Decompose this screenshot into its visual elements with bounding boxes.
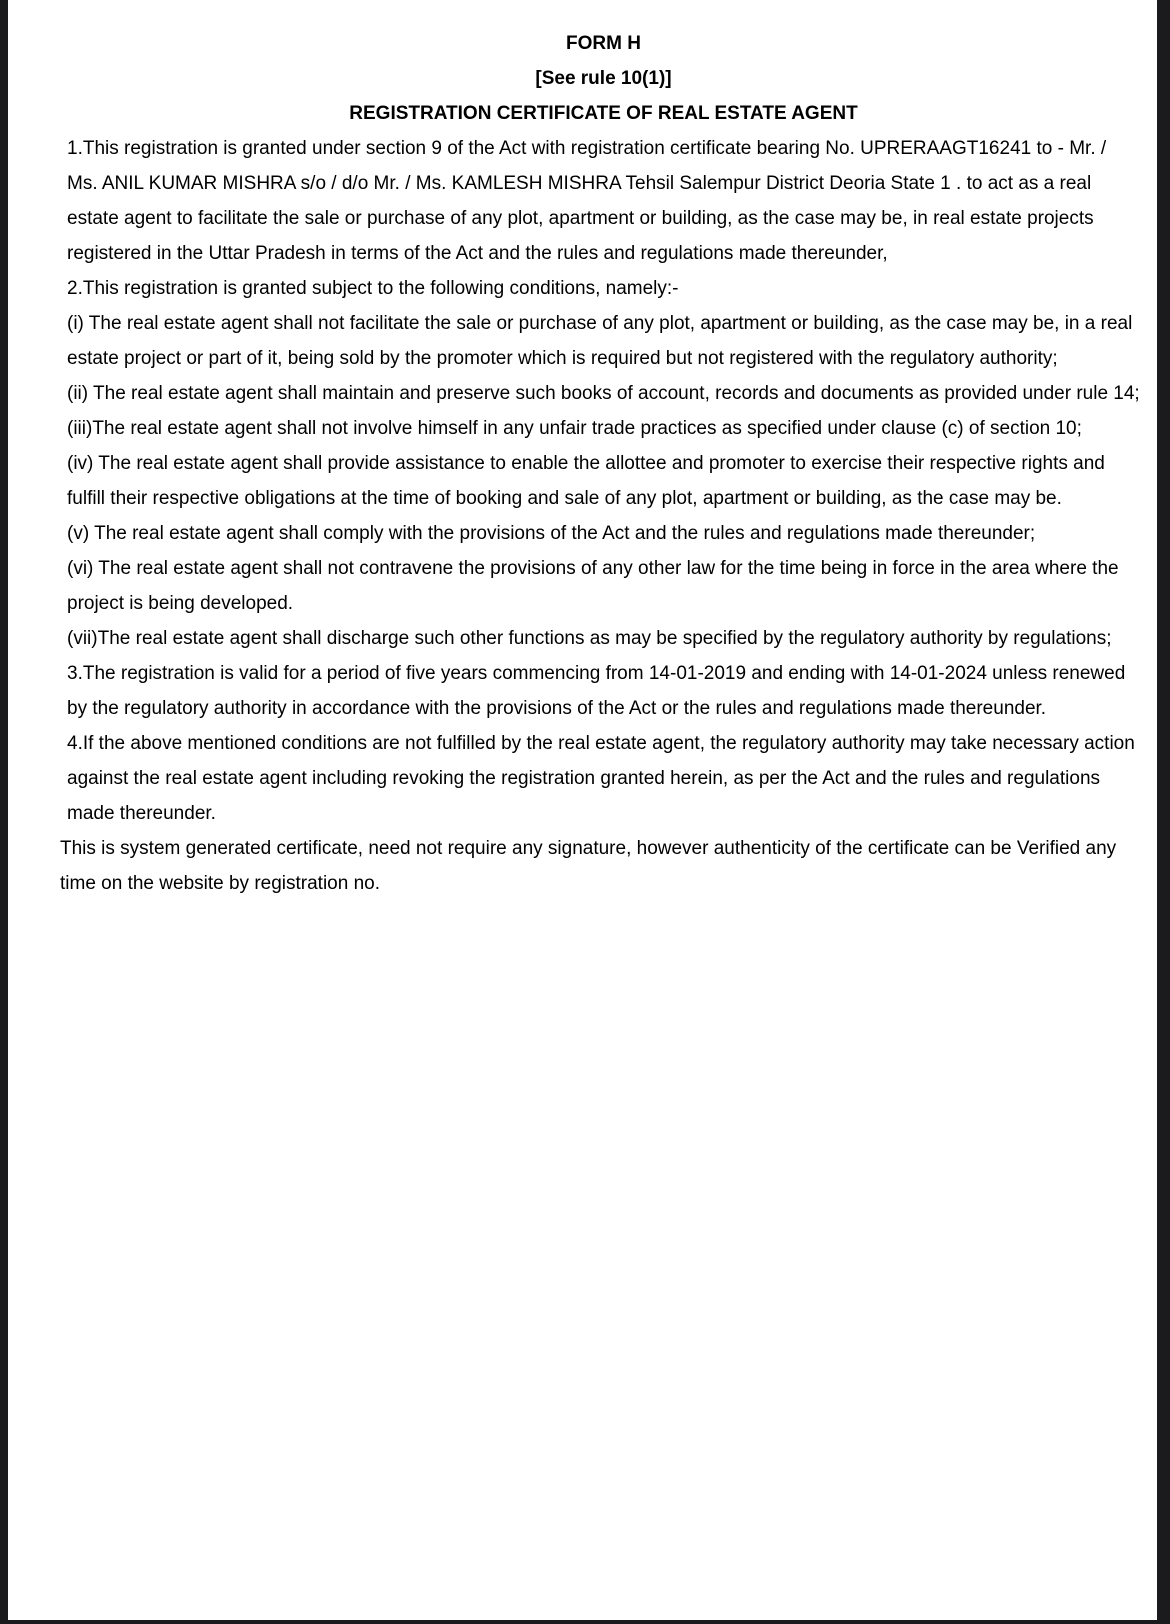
certificate-page <box>8 0 1157 1620</box>
clause-3-validity-period: 3.The registration is valid for a period of five years commencing from 14-01-2019 and ending with 14-01-2024 unless renewed by the regulatory authority in accordance with the provisions of the Act or the rules and regulations made thereunder. <box>67 663 1126 719</box>
condition-ii: (ii) The real estate agent shall maintain and preserve such books of account, records and documents as provided under rule 14; <box>67 383 1140 404</box>
condition-iv: (iv) The real estate agent shall provide assistance to enable the allottee and promoter to exercise their respective rights and fulfill their respective obligations at the time of booking and sale of any plot, apartment or building, as the case may be. <box>67 453 1105 509</box>
condition-i: (i) The real estate agent shall not facilitate the sale or purchase of any plot, apartment or building, as the case may be, in a real estate project or part of it, being sold by the promoter which is required but not registered with the regulatory authority; <box>67 313 1133 369</box>
condition-vi: (vi) The real estate agent shall not contravene the provisions of any other law for the time being in force in the area where the project is being developed. <box>67 558 1119 614</box>
certificate-body <box>60 131 1140 901</box>
certificate-content <box>8 0 1140 901</box>
system-generated-note: This is system generated certificate, need not require any signature, however authenticity of the certificate can be Verified any time on the website by registration no. <box>60 838 1117 894</box>
condition-v: (v) The real estate agent shall comply with the provisions of the Act and the rules and regulations made thereunder; <box>67 523 1036 544</box>
condition-vii: (vii)The real estate agent shall discharge such other functions as may be specified by the regulatory authority by regulations; <box>67 628 1112 649</box>
form-title: FORM H <box>566 33 641 54</box>
condition-iii: (iii)The real estate agent shall not involve himself in any unfair trade practices as specified under clause (c) of section 10; <box>67 418 1082 439</box>
clause-2-conditions-intro: 2.This registration is granted subject to the following conditions, namely:- <box>67 278 679 299</box>
clause-1-registration-grant: 1.This registration is granted under section 9 of the Act with registration certificate bearing No. UPRERAAGT16241 to - Mr. / Ms. ANIL KUMAR MISHRA s/o / d/o Mr. / Ms. KAMLESH MISHRA Tehsil Salempur District Deoria State 1 . to act as a real estate agent to facilitate the sale or purchase of any plot, apartment or building, as the case may be, in real estate projects registered in the Uttar Pradesh in terms of the Act and the rules and regulations made thereunder, <box>67 138 1107 264</box>
certificate-header <box>67 26 1140 131</box>
certificate-title: REGISTRATION CERTIFICATE OF REAL ESTATE AGENT <box>349 103 858 124</box>
clause-4-revocation: 4.If the above mentioned conditions are not fulfilled by the real estate agent, the regulatory authority may take necessary action against the real estate agent including revoking the registration granted herein, as per the Act and the rules and regulations made thereunder. <box>67 733 1135 824</box>
rule-reference: [See rule 10(1)] <box>535 68 672 89</box>
